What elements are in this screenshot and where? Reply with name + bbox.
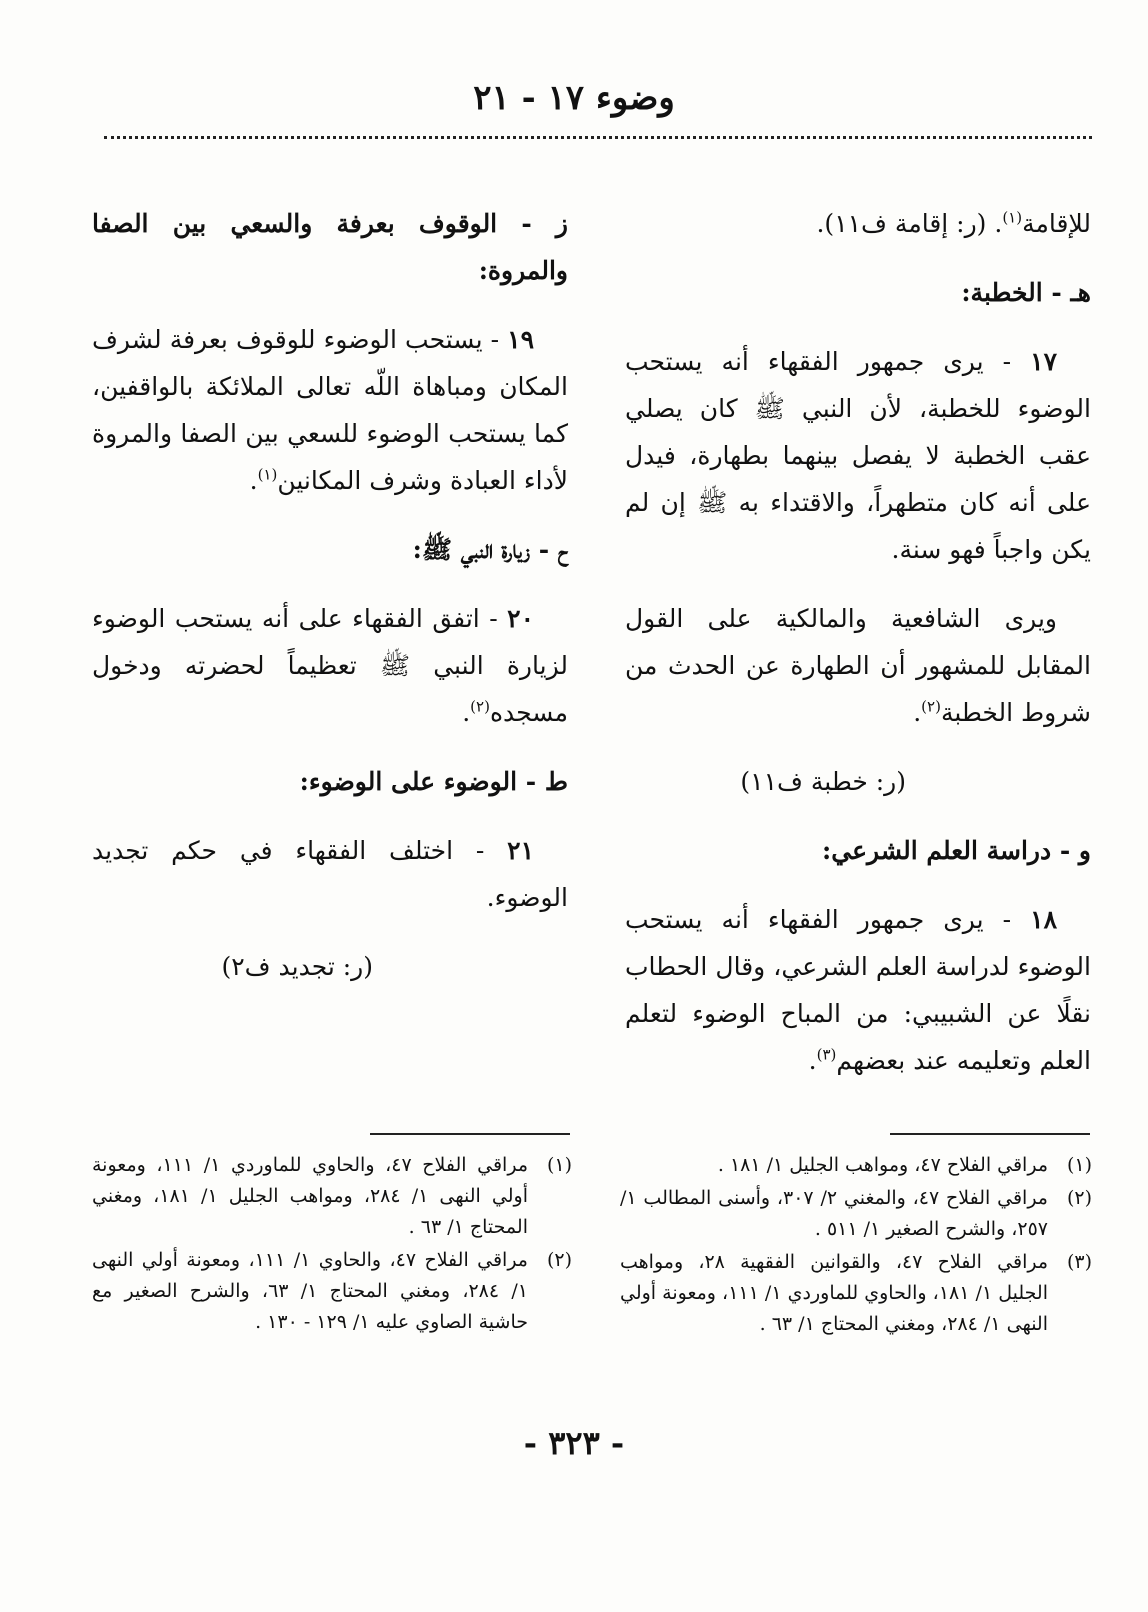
paragraph-text: - يرى جمهور الفقهاء أنه يستحب الوضوء للخطبة، لأن النبي ﷺ كان يصلي عقب الخطبة لا يفصل بينهما بطهارة، فيدل على أنه كان متطهراً، والاقتداء به ﷺ إن لم يكن واجباً فهو سنة.	[625, 347, 1091, 564]
paragraph-text: - يرى جمهور الفقهاء أنه يستحب الوضوء لدراسة العلم الشرعي، وقال الحطاب نقلًا عن الشبيبي: من المباح الوضوء لتعلم العلم وتعليمه عند بعضهم	[625, 905, 1091, 1075]
footnotes-right	[620, 1150, 1092, 1342]
paragraph-number: ٢٠	[507, 604, 534, 633]
footnote-text: مراقي الفلاح ٤٧، والحاوي ١/ ١١١، ومعونة أولي النهى ١/ ٢٨٤، ومغني المحتاج ١/ ٦٣، والشرح الصغير مع حاشية الصاوي عليه ١/ ١٢٩ - ١٣٠ .	[92, 1249, 528, 1333]
footnote-marker: (٣)	[816, 1045, 837, 1064]
paragraph-20	[92, 595, 568, 736]
reference-khutba	[625, 758, 1091, 805]
section-heading-arafa: ز - الوقوف بعرفة والسعي بين الصفا والمروة:	[92, 209, 568, 285]
footnote-item	[620, 1183, 1092, 1245]
paragraph-end: .	[913, 698, 922, 727]
left-column	[92, 200, 568, 1012]
section-heading-ilm: و - دراسة العلم الشرعي:	[822, 836, 1091, 865]
paragraph-end: .	[249, 466, 258, 495]
paragraph-17	[625, 338, 1091, 573]
paragraph-end: .	[462, 698, 471, 727]
paragraph-number: ١٩	[507, 325, 534, 354]
intro-text: للإقامة	[1022, 209, 1091, 238]
paragraph-end: .	[808, 1046, 817, 1075]
intro-reference: . (ر: إقامة ف١١).	[816, 209, 1003, 238]
right-column	[625, 200, 1091, 1106]
intro-line	[625, 200, 1091, 247]
footnote-number: (٢)	[1066, 1187, 1092, 1209]
reference-tajdid	[92, 943, 568, 990]
reference-text: (ر: تجديد ف٢)	[221, 952, 373, 981]
paragraph-19	[92, 316, 568, 504]
footnote-number: (١)	[1066, 1154, 1092, 1176]
page-header-title: وضوء ١٧ - ٢١	[473, 78, 675, 118]
paragraph-text: - اختلف الفقهاء في حكم تجديد الوضوء.	[92, 836, 568, 912]
footnote-marker: (١)	[257, 465, 278, 484]
paragraph-18	[625, 896, 1091, 1084]
paragraph-text: - اتفق الفقهاء على أنه يستحب الوضوء لزيارة النبي ﷺ تعظيماً لحضرته ودخول مسجده	[92, 604, 568, 727]
paragraph-number: ٢١	[507, 836, 534, 865]
footnote-item	[92, 1150, 572, 1243]
paragraph-21	[92, 827, 568, 921]
footnote-rule-right	[890, 1133, 1090, 1135]
footnote-text: مراقي الفلاح ٤٧، والحاوي للماوردي ١/ ١١١، ومعونة أولي النهى ١/ ٢٨٤، ومواهب الجليل ١/ ١٨١، ومغني المحتاج ١/ ٦٣ .	[92, 1154, 528, 1238]
reference-text: (ر: خطبة ف١١)	[740, 767, 906, 796]
footnote-text: مراقي الفلاح ٤٧، والقوانين الفقهية ٢٨، ومواهب الجليل ١/ ١٨١، والحاوي للماوردي ١/ ١١١، ومعونة أولي النهى ١/ ٢٨٤، ومغني المحتاج ١/ ٦٣ .	[620, 1251, 1049, 1335]
footnote-marker: (٢)	[470, 697, 490, 716]
paragraph-number: ١٨	[1030, 905, 1057, 934]
footnote-rule-left	[370, 1133, 570, 1135]
footnote-text: مراقي الفلاح ٤٧، ومواهب الجليل ١/ ١٨١ .	[717, 1154, 1048, 1176]
section-heading-khutba: هـ - الخطبة:	[961, 278, 1091, 307]
footnote-number: (١)	[546, 1154, 572, 1176]
section-heading-ziyara: ح - زيارة النبي ﷺ:	[412, 535, 568, 564]
paragraph-text: ويرى الشافعية والمالكية على القول المقابل للمشهور أن الطهارة عن الحدث من شروط الخطبة	[625, 604, 1091, 727]
paragraph-text: - يستحب الوضوء للوقوف بعرفة لشرف المكان ومباهاة اللّه تعالى الملائكة بالواقفين، كما يستحب الوضوء للسعي بين الصفا والمروة لأداء العبادة وشرف المكانين	[92, 325, 568, 495]
paragraph-number: ١٧	[1030, 347, 1057, 376]
footnote-item	[620, 1150, 1092, 1181]
footnote-item	[620, 1247, 1092, 1340]
footnote-marker: (١)	[1002, 208, 1023, 227]
page-number: - ٣٢٣ -	[523, 1424, 625, 1462]
footnote-marker: (٢)	[921, 697, 941, 716]
footnote-text: مراقي الفلاح ٤٧، والمغني ٢/ ٣٠٧، وأسنى المطالب ١/ ٢٥٧، والشرح الصغير ١/ ٥١١ .	[620, 1187, 1048, 1240]
footnote-number: (٢)	[546, 1249, 572, 1271]
footnote-item	[92, 1245, 572, 1338]
section-heading-wudu-ala-wudu: ط - الوضوء على الوضوء:	[299, 767, 568, 796]
footnotes-left	[92, 1150, 572, 1340]
footnote-number: (٣)	[1066, 1251, 1092, 1273]
paragraph-17b	[625, 595, 1091, 736]
header-dotted-rule	[104, 136, 1092, 139]
